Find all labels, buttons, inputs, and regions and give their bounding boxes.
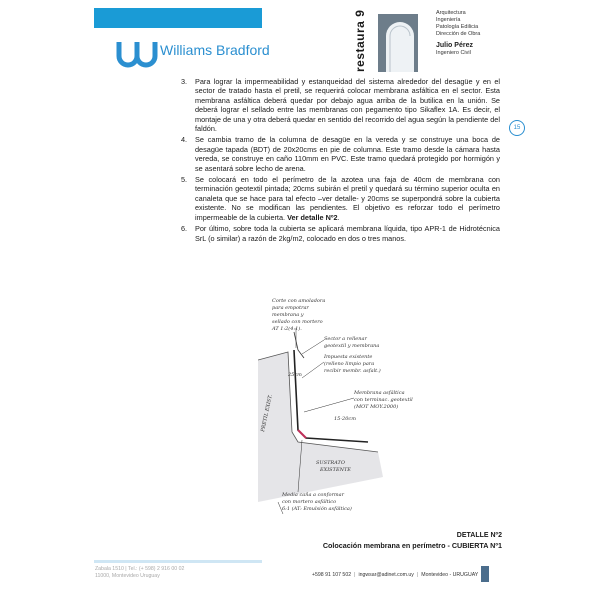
sketch-label: SUSTRATO	[316, 460, 345, 466]
item-number: 5.	[181, 175, 188, 185]
list-item	[178, 135, 500, 173]
footer-phone: +598 91 107 502	[312, 572, 352, 578]
item-text: Para lograr la impermeabilidad y estanqueidad del sistema alrededor del desagüe y en el sector de tratado hasta el pretil, se requerirá colocar membrana asfáltica en el sector. Esta membrana asfáltica deberá quedar por debajo agua arriba de la butilica en la unión. Se deberá lograr el sellado entre las membranas con pegamento tipo Sikaflex 1A. Es decir, el montaje de una y otra deberá quedar en sentido del recorrido del agua según la pendiente del faldón.	[195, 77, 500, 134]
sketch-note: recibir membr. asfalt.)	[324, 368, 381, 374]
numbered-list	[178, 77, 500, 245]
footer-address	[95, 566, 184, 580]
item-text: Por último, sobre toda la cubierta se aplicará membrana líquida, tipo APR-1 de Hidrotécnica SrL (o similar) a razón de 2kg/m2, colocado en dos o tres manos.	[195, 224, 500, 243]
role-line: Dirección de Obra	[436, 31, 481, 37]
footer-accent-block	[481, 566, 489, 582]
sketch-cove	[298, 430, 306, 438]
detail-sketch	[258, 292, 418, 522]
sketch-note: Impuesta existente	[324, 354, 373, 360]
item-number: 4.	[181, 135, 188, 145]
header-accent-bar	[94, 8, 262, 28]
sketch-note: con terminac. geotextil	[354, 397, 413, 403]
sketch-note: (MOT MOY.2000)	[354, 404, 399, 410]
sketch-label: PRETIL EXIST.	[260, 394, 274, 433]
sketch-dimension: 15-20cm	[334, 416, 356, 422]
company-name: Williams Bradford	[160, 42, 270, 58]
williams-bradford-logo-icon	[116, 40, 158, 68]
sketch-note: AT 1:2(4:1).	[272, 326, 302, 332]
sketch-shading	[258, 352, 383, 502]
detail-reference: Ver detalle Nº2	[287, 212, 338, 222]
brand-name: restaura 9	[353, 9, 367, 72]
sketch-note: Media caña a conformar	[282, 492, 344, 498]
sketch-note: 6:1 (AT: Emulsión asfáltica)	[282, 506, 352, 512]
page-number: 15	[509, 120, 525, 136]
sketch-label: EXISTENTE	[320, 467, 351, 473]
role-line: Patología Edilicia	[436, 24, 479, 30]
list-item	[178, 77, 500, 133]
footer-email[interactable]: ingwsar@adinet.com.uy	[358, 572, 414, 578]
list-item	[178, 224, 500, 243]
item-text: Se cambia tramo de la columna de desagüe en la vereda y se construye una boca de desagüe tapada (BDT) de 20x20cms en pie de columna. Este tramo desde la cámara hasta vereda, se construye en caño 110mm en PVC. Este tramo quedará protegido por hormigón y se asentará sobre lecho de arena.	[195, 135, 500, 173]
address-line: 11000, Montevideo Uruguay	[95, 573, 160, 579]
person-name: Julio Pérez	[436, 42, 473, 49]
person-title: Ingeniero Civil	[436, 50, 471, 56]
item-text: Se colocará en todo el perímetro de la azotea una faja de 40cm de membrana con terminación geotextil pintada; 20cms subirán el pretil y quedará su término superior oculta en canaleta que se hace para tal efecto –ver detalle- y 20cms se superpondrá sobre la cubierta existente. No se modifican las pendientes. El objetivo es reforzar todo el perímetro impermeable de la cubierta.	[195, 175, 500, 222]
item-tail: .	[337, 212, 340, 222]
sketch-note: con mortero asfáltico	[282, 499, 337, 505]
sketch-note: (relleno limpio para	[324, 361, 375, 367]
caption-subtitle: Colocación membrana en perímetro - CUBIERTA Nº1	[322, 541, 502, 550]
sketch-note: Corte con amoladora	[272, 298, 326, 304]
sketch-note: geotextil y membrana	[324, 343, 380, 349]
sketch-note: Sector a rellenar	[324, 336, 367, 342]
address-line: Zabala 1510 | Tel.: (+ 598) 2 916 00 02	[95, 566, 185, 572]
footer-accent-bar	[94, 560, 262, 563]
item-number: 6.	[181, 224, 188, 234]
item-number: 3.	[181, 77, 188, 86]
sketch-note: para empotrar	[272, 305, 309, 311]
header-info	[436, 10, 480, 57]
figure-caption	[323, 531, 502, 551]
sketch-note: membrana y	[272, 312, 304, 318]
footer-city: Montevideo - URUGUAY	[421, 572, 479, 578]
caption-title: DETALLE Nº2	[456, 532, 502, 539]
role-line: Arquitectura	[436, 10, 466, 16]
role-line: Ingeniería	[436, 17, 461, 23]
sketch-groove	[294, 332, 304, 358]
sketch-note: Membrana asfáltica	[354, 390, 405, 396]
footer-contact: +598 91 107 502 | ingwsar@adinet.com.uy | Montevideo - URUGUAY	[312, 572, 479, 578]
list-item	[178, 175, 500, 222]
sketch-note: sellado con mortero	[272, 319, 323, 325]
sketch-dimension: 25cm	[288, 372, 302, 378]
